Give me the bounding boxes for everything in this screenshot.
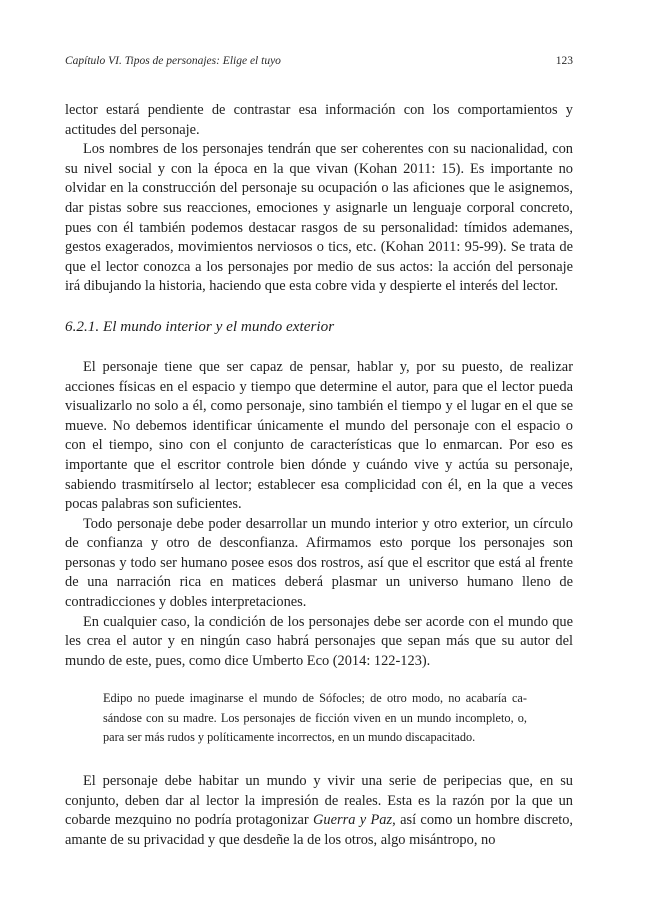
body-text <box>65 101 573 850</box>
paragraph: El personaje tiene que ser capaz de pensar, hablar y, por su puesto, de realizar acciones físicas en el espacio y tiempo que determine el autor, para que el lector pueda visualizarlo no solo a él, como personaje, sino también el tiempo y el lugar en el que se mueve. No debemos identificar únicamente el mundo del personaje con el espacio o con el tiempo, sino con el conjunto de características que lo enmarcan. Por eso es importante que el escritor controle bien dónde y cuándo vive y actúa su personaje, sabiendo trasmitírselo al lector; establecer esa complicidad con él, en la que a veces pocas palabras son suficientes. <box>65 358 573 513</box>
block-quote <box>103 689 527 748</box>
paragraph-final <box>65 772 573 850</box>
paragraph-text-before-title: El personaje debe habitar un mundo y vivir una serie de peripecias que, en su conjunto, deben dar al lector la impresión de reales. Esta es la razón por la que un cobarde mezquino no podría protagonizar <box>65 772 573 829</box>
chapter-title: Capítulo VI. Tipos de personajes: Elige el tuyo <box>65 55 281 67</box>
paragraph: En cualquier caso, la condición de los personajes debe ser acorde con el mundo que les crea el autor y en ningún caso habrá personajes que sepan más que su autor del mundo de este, pues, como dice Umberto Eco (2014: 122-123). <box>65 613 573 669</box>
section-heading: 6.2.1. El mundo interior y el mundo exterior <box>65 317 335 335</box>
block-quote-text: Edipo no puede imaginarse el mundo de Sófocles; de otro modo, no acabaría casándose con su madre. Los personajes de ficción viven en un mundo incompleto, o, para ser más rudos y políticamente incorrectos, en un mundo discapacitado. <box>103 691 527 745</box>
running-header <box>65 55 573 69</box>
page-number: 123 <box>555 55 573 67</box>
book-title: Guerra y Paz <box>313 812 393 829</box>
paragraph-text-after-title: , así como un hombre discreto, amante de su privacidad y que desdeñe la de los otros, algo misántropo, no <box>65 812 574 848</box>
paragraph: Los nombres de los personajes tendrán que ser coherentes con su nacionalidad, con su nivel social y con la época en la que vivan (Kohan 2011: 15). Es importante no olvidar en la construcción del personaje su ocupación o las aficiones que le asignemos, dar pistas sobre sus reacciones, emociones y asignarle un lenguaje corporal concreto, pues con él también podemos destacar rasgos de su personalidad: tímidos ademanes, gestos exagerados, movimientos nerviosos o tics, etc. (Kohan 2011: 95-99). Se trata de que el lector conozca a los personajes por medio de sus actos: la acción del personaje irá dibujando la historia, haciendo que esta cobre vida y despierte el interés del lector. <box>65 141 573 295</box>
paragraph-continuation: lector estará pendiente de contrastar esa información con los comportamientos y actitudes del personaje. <box>65 102 573 138</box>
paragraph: Todo personaje debe poder desarrollar un mundo interior y otro exterior, un círculo de confianza y otro de desconfianza. Afirmamos esto porque los personajes son personas y todo ser humano posee esos dos rostros, así que el escritor que está al frente de una narración rica en matices deberá plasmar un universo humano lleno de contradicciones y dobles interpretaciones. <box>65 515 573 611</box>
